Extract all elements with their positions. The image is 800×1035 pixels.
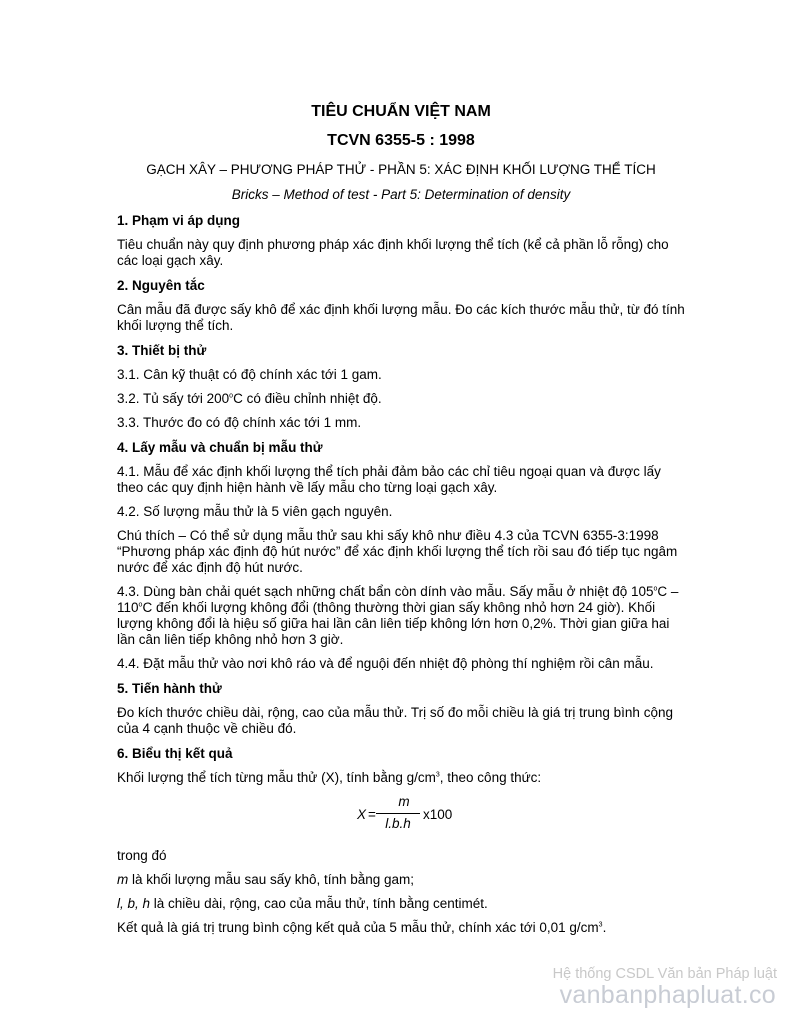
paragraph: 3.3. Thước đo có độ chính xác tới 1 mm. <box>117 415 362 430</box>
section-sampling <box>117 439 685 672</box>
variable: m <box>117 872 129 887</box>
text-run: 3.2. Tủ sấy tới 200 <box>117 391 230 406</box>
paragraph <box>117 920 685 936</box>
superscript: o <box>653 585 658 593</box>
paragraph <box>117 391 685 407</box>
paragraph: Tiêu chuẩn này quy định phương pháp xác định khối lượng thể tích (kể cả phần lỗ rỗng) cho các loại gạch xây. <box>117 237 669 268</box>
formula-multiplier: x100 <box>423 807 453 822</box>
section-heading: 1. Phạm vi áp dụng <box>117 213 241 228</box>
document-page <box>117 102 685 944</box>
note-paragraph: Chú thích – Có thể sử dụng mẫu thử sau khi sấy khô như điều 4.3 của TCVN 6355-3:1998 “Phương pháp xác định độ hút nước” để xác định khối lượng thể tích rồi sau đó tiếp tục ngâm nước để xác định độ hút nước. <box>117 528 678 575</box>
doc-subtitle-en: Bricks – Method of test - Part 5: Determination of density <box>231 187 571 202</box>
text-run: Kết quả là giá trị trung bình cộng kết quả của 5 mẫu thử, chính xác tới 0,01 g/cm <box>117 920 599 935</box>
doc-title-standard: TIÊU CHUẨN VIỆT NAM <box>311 103 491 120</box>
section-principle <box>117 277 685 334</box>
superscript: o <box>138 601 143 609</box>
paragraph: 4.2. Số lượng mẫu thử là 5 viên gạch nguyên. <box>117 504 393 519</box>
text-run: Khối lượng thể tích từng mẫu thử (X), tính bằng g/cm <box>117 770 436 785</box>
formula-equals: = <box>368 807 376 822</box>
section-heading: 2. Nguyên tắc <box>117 278 205 293</box>
text-run: C – 110 <box>117 584 679 615</box>
section-equipment <box>117 342 685 431</box>
paragraph: trong đó <box>117 848 167 863</box>
paragraph: Đo kích thước chiều dài, rộng, cao của mẫu thử. Trị số đo mỗi chiều là giá trị trung bình cộng của 4 cạnh thuộc về chiều đó. <box>117 705 673 736</box>
section-scope <box>117 212 685 269</box>
variable: l, b, h <box>117 896 151 911</box>
section-heading: 3. Thiết bị thử <box>117 343 207 358</box>
section-procedure <box>117 680 685 737</box>
fraction-bar <box>376 813 420 814</box>
doc-subtitle-vi: GẠCH XÂY – PHƯƠNG PHÁP THỬ - PHẦN 5: XÁC ĐỊNH KHỐI LƯỢNG THỂ TÍCH <box>146 162 656 177</box>
formula-numerator: m <box>398 794 410 809</box>
formula-denominator: l.b.h <box>385 816 411 831</box>
watermark-line-1: Hệ thống CSDL Văn bản Pháp luật <box>552 966 777 982</box>
section-heading: 6. Biểu thị kết quả <box>117 746 233 761</box>
doc-title-code: TCVN 6355-5 : 1998 <box>327 132 475 149</box>
text-run: C có điều chỉnh nhiệt độ. <box>233 391 382 406</box>
superscript: 3 <box>435 771 440 779</box>
density-formula <box>117 794 685 842</box>
paragraph <box>117 770 685 786</box>
superscript: 3 <box>598 921 603 929</box>
text-run: là khối lượng mẫu sau sấy khô, tính bằng gam; <box>128 872 415 887</box>
paragraph: 4.1. Mẫu để xác định khối lượng thể tích phải đảm bảo các chỉ tiêu ngoại quan và được lấy theo các quy định hiện hành về lấy mẫu cho từng loại gạch xây. <box>117 464 661 495</box>
paragraph: 3.1. Cân kỹ thuật có độ chính xác tới 1 gam. <box>117 367 382 382</box>
superscript: o <box>229 392 234 400</box>
paragraph <box>117 896 685 912</box>
text-run: 4.3. Dùng bàn chải quét sạch những chất bẩn còn dính vào mẫu. Sấy mẫu ở nhiệt độ 105 <box>117 584 654 599</box>
text-run: C đến khối lượng không đổi (thông thường thời gian sấy không nhỏ hơn 24 giờ). Khối lượng không đổi là hiệu số giữa hai lần cân liên tiếp không lớn hơn 0,2%. Thời gian giữa hai lần cân liên tiếp không nhỏ hơn 3 giờ. <box>117 600 670 647</box>
paragraph: Cân mẫu đã được sấy khô để xác định khối lượng mẫu. Đo các kích thước mẫu thử, từ đó tính khối lượng thể tích. <box>117 302 685 333</box>
formula-lhs: X <box>357 807 367 822</box>
paragraph <box>117 584 685 648</box>
watermark-link[interactable]: vanbanphapluat.co <box>559 981 776 1009</box>
paragraph: 4.4. Đặt mẫu thử vào nơi khô ráo và để nguội đến nhiệt độ phòng thí nghiệm rồi cân mẫu. <box>117 656 654 671</box>
text-run: . <box>602 920 607 935</box>
paragraph <box>117 872 685 888</box>
text-run: là chiều dài, rộng, cao của mẫu thử, tính bằng centimét. <box>150 896 488 911</box>
section-results <box>117 745 685 936</box>
section-heading: 4. Lấy mẫu và chuẩn bị mẫu thử <box>117 440 323 455</box>
section-heading: 5. Tiến hành thử <box>117 681 222 696</box>
text-run: , theo công thức: <box>439 770 542 785</box>
